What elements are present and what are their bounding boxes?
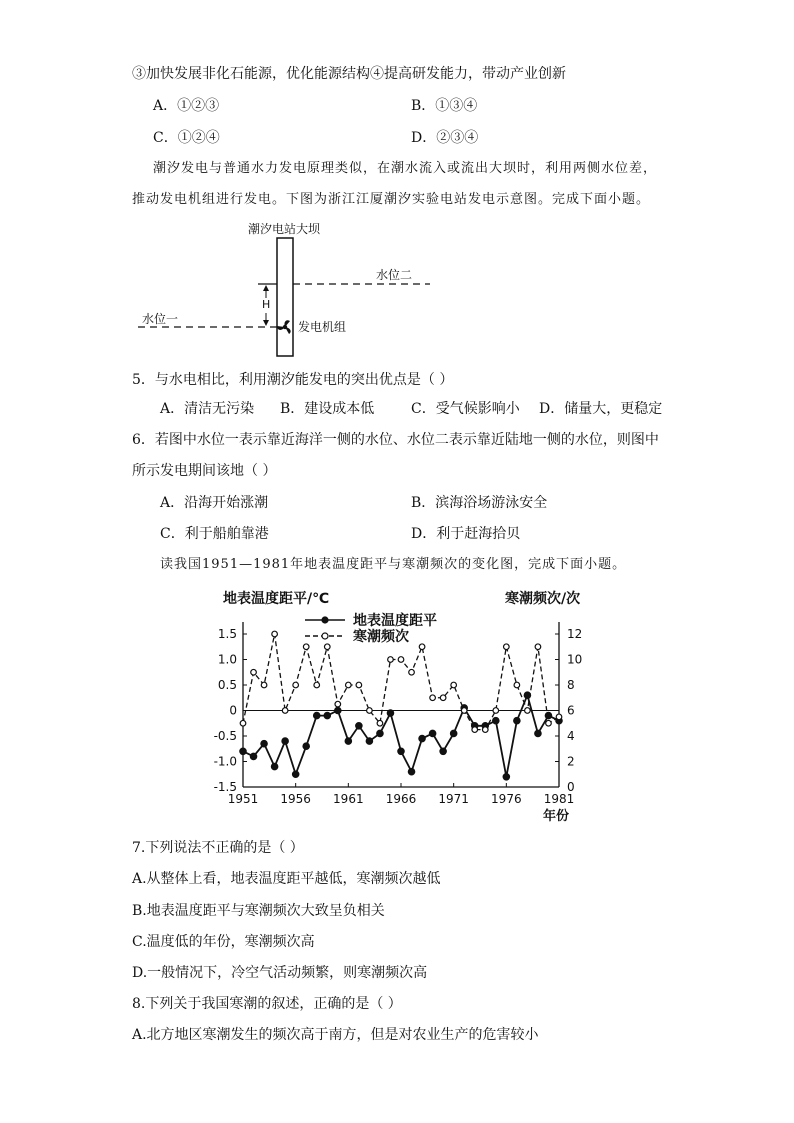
right-tick-label: 10	[567, 652, 583, 667]
h-arrow-up-head	[263, 285, 269, 291]
data-point	[440, 695, 446, 701]
data-point	[535, 644, 541, 650]
data-point	[292, 771, 298, 777]
data-point	[346, 682, 352, 688]
data-point	[535, 730, 541, 736]
q4-item-line: ③加快发展非化石能源，优化能源结构④提高研发能力，带动产业创新	[132, 66, 566, 82]
data-point	[303, 644, 309, 650]
x-tick-label: 1951	[227, 792, 259, 806]
legend-label: 寒潮频次	[353, 629, 409, 645]
question-7: 7.下列说法不正确的是（ ）	[132, 840, 304, 856]
data-point	[482, 727, 488, 733]
q6-option-b[interactable]: B．滨海浴场游泳安全	[411, 495, 548, 511]
chart-intro: 读我国1951—1981年地表温度距平与寒潮频次的变化图，完成下面小题。	[160, 557, 627, 572]
option-b[interactable]: B．①③④	[411, 98, 478, 114]
data-point	[451, 682, 457, 688]
data-point	[440, 748, 446, 754]
data-point	[303, 743, 309, 749]
series-line-0	[243, 695, 559, 777]
q6-option-a[interactable]: A．沿海开始涨潮	[160, 495, 269, 511]
data-point	[514, 682, 520, 688]
data-point	[493, 708, 499, 714]
left-tick-label: 1.5	[217, 627, 237, 641]
right-tick-label: 2	[567, 754, 575, 769]
q5-option-d[interactable]: D．储量大，更稳定	[539, 401, 663, 417]
q7-option-d[interactable]: D.一般情况下，冷空气活动频繁，则寒潮频次高	[132, 965, 428, 981]
generator-label: 发电机组	[298, 320, 347, 334]
dam-shape	[277, 238, 293, 356]
data-point	[293, 682, 299, 688]
data-point	[314, 682, 320, 688]
data-point	[409, 669, 415, 675]
data-point	[546, 720, 552, 726]
q5-option-b[interactable]: B．建设成本低	[280, 401, 375, 417]
q7-option-a[interactable]: A.从整体上看，地表温度距平越低，寒潮频次越低	[132, 871, 441, 887]
data-point	[366, 738, 372, 744]
data-point	[419, 644, 425, 650]
data-point	[240, 748, 246, 754]
data-point	[408, 769, 414, 775]
data-point	[503, 774, 509, 780]
data-point	[240, 720, 246, 726]
data-point	[525, 708, 531, 714]
data-point	[398, 657, 404, 663]
question-8: 8.下列关于我国寒潮的叙述，正确的是（ ）	[132, 996, 402, 1012]
legend-label: 地表温度距平	[353, 613, 437, 629]
data-point	[261, 682, 267, 688]
h-arrow-down-head	[263, 320, 269, 326]
right-tick-label: 0	[567, 780, 575, 794]
data-point	[493, 718, 499, 724]
data-point	[324, 644, 330, 650]
x-tick-label: 1956	[280, 792, 311, 806]
data-point	[461, 708, 467, 714]
left-tick-label: -1.0	[213, 754, 237, 769]
right-tick-label: 4	[567, 729, 575, 743]
right-tick-label: 8	[567, 678, 575, 692]
temperature-coldwave-chart	[205, 580, 585, 830]
question-6-line1: 6．若图中水位一表示靠近海洋一侧的水位、水位二表示靠近陆地一侧的水位，则图中	[132, 432, 659, 448]
data-point	[430, 695, 436, 701]
data-point	[251, 669, 257, 675]
data-point	[545, 712, 551, 718]
q6-option-d[interactable]: D．利于赶海拾贝	[411, 526, 521, 542]
right-axis-title: 寒潮频次/次	[505, 591, 581, 607]
data-point	[271, 763, 277, 769]
data-point	[387, 710, 393, 716]
data-point	[345, 738, 351, 744]
data-point	[377, 720, 383, 726]
left-tick-label: 1.0	[217, 652, 237, 667]
data-point	[314, 712, 320, 718]
data-point	[429, 730, 435, 736]
left-axis-title: 地表温度距平/℃	[223, 591, 330, 607]
intro-paragraph-line2: 推动发电机组进行发电。下图为浙江江厦潮汐实验电站发电示意图。完成下面小题。	[132, 192, 651, 207]
x-tick-label: 1981	[543, 792, 575, 806]
data-point	[250, 753, 256, 759]
left-tick-label: -0.5	[213, 729, 237, 743]
x-tick-label: 1971	[438, 792, 469, 806]
q6-option-c[interactable]: C．利于船舶靠港	[160, 526, 269, 542]
x-axis-title: 年份	[543, 809, 570, 824]
h-label: H	[262, 298, 271, 311]
data-point	[367, 708, 373, 714]
legend-marker	[322, 633, 328, 639]
data-point	[472, 727, 478, 733]
data-point	[377, 730, 383, 736]
left-tick-label: 0	[229, 703, 237, 718]
x-tick-label: 1961	[333, 792, 364, 806]
data-point	[504, 644, 510, 650]
data-point	[272, 631, 278, 637]
water-level-one-label: 水位一	[142, 312, 179, 326]
data-point	[388, 657, 394, 663]
water-level-two-label: 水位二	[376, 268, 413, 282]
data-point	[356, 723, 362, 729]
data-point	[556, 714, 562, 720]
q5-option-c[interactable]: C．受气候影响小	[411, 401, 520, 417]
data-point	[335, 707, 341, 713]
data-point	[419, 735, 425, 741]
data-point	[261, 740, 267, 746]
q5-option-a[interactable]: A．清洁无污染	[160, 401, 255, 417]
right-tick-label: 12	[567, 627, 583, 641]
data-point	[282, 708, 288, 714]
data-point	[356, 682, 362, 688]
series-line-1	[243, 634, 559, 730]
right-tick-label: 6	[567, 703, 575, 718]
dam-label: 潮汐电站大坝	[248, 222, 321, 236]
x-tick-label: 1966	[385, 792, 417, 806]
data-point	[324, 712, 330, 718]
question-5: 5．与水电相比，利用潮汐能发电的突出优点是（ ）	[132, 372, 454, 388]
turbine-icon	[277, 320, 291, 334]
intro-paragraph-line1: 潮汐发电与普通水力发电原理类似，在潮水流入或流出大坝时，利用两侧水位差，	[153, 161, 658, 176]
data-point	[514, 718, 520, 724]
data-point	[398, 748, 404, 754]
data-point	[335, 701, 341, 707]
data-point	[282, 738, 288, 744]
option-d[interactable]: D．②③④	[411, 130, 479, 146]
option-a[interactable]: A．①②③	[153, 98, 220, 114]
x-tick-label: 1976	[491, 792, 522, 806]
question-6-line2: 所示发电期间该地（ ）	[132, 463, 277, 479]
data-point	[450, 730, 456, 736]
q8-option-a[interactable]: A.北方地区寒潮发生的频次高于南方，但是对农业生产的危害较小	[132, 1027, 539, 1043]
left-tick-label: 0.5	[217, 678, 237, 692]
q7-option-b[interactable]: B.地表温度距平与寒潮频次大致呈负相关	[132, 903, 385, 919]
left-tick-label: -1.5	[213, 780, 237, 794]
legend-marker	[322, 617, 328, 623]
q7-option-c[interactable]: C.温度低的年份，寒潮频次高	[132, 934, 315, 950]
option-c[interactable]: C．①②④	[153, 130, 220, 146]
